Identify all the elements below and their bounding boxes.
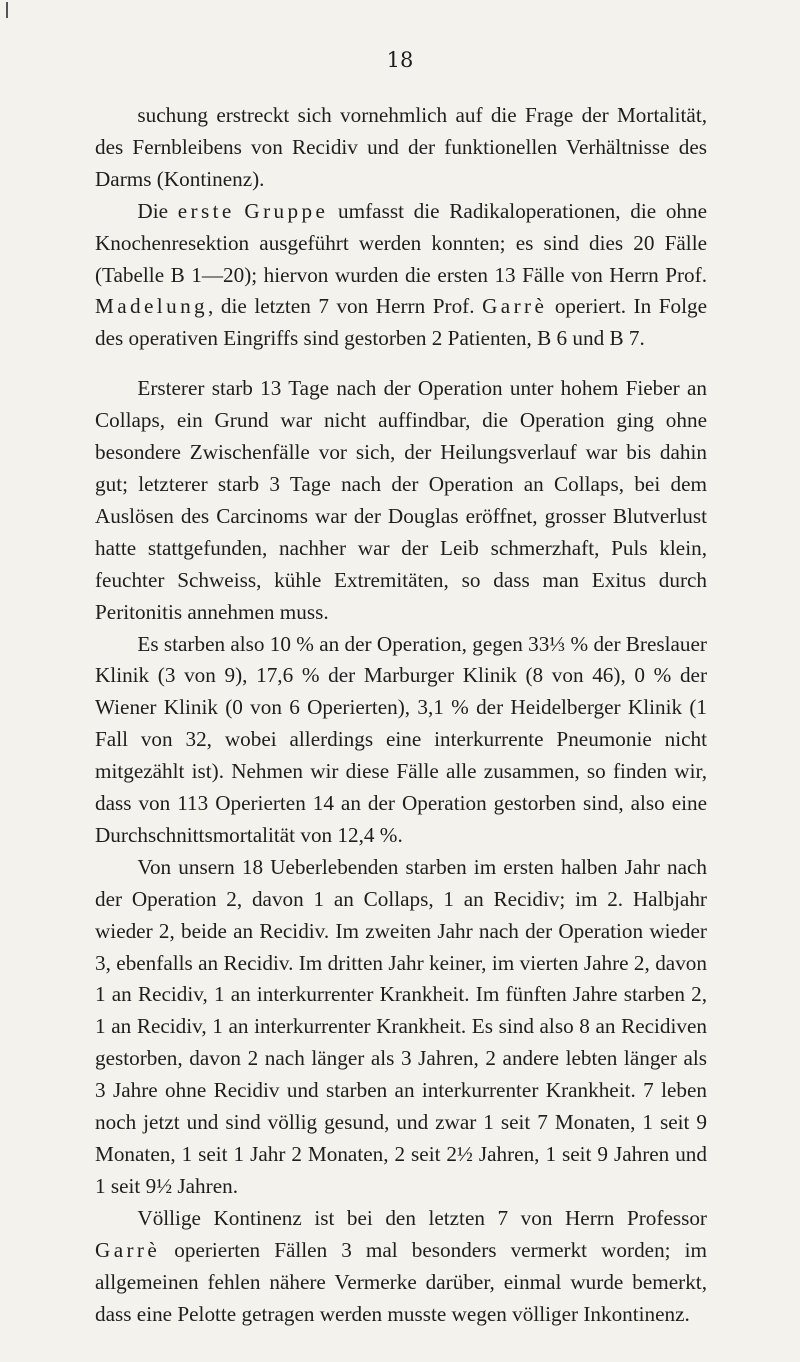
paragraph xyxy=(95,196,707,356)
paragraph xyxy=(95,1203,707,1331)
text-run: Völlige Kontinenz ist bei den letzten 7 von Herrn Professor xyxy=(137,1205,707,1230)
spaced-name: Madelung xyxy=(95,294,209,319)
margin-mark xyxy=(6,2,8,18)
spaced-name: erste xyxy=(177,198,235,223)
page-number: 18 xyxy=(386,48,414,72)
text-run: Von unsern 18 Ueberlebenden starben im ersten halben Jahr nach der Operation 2, davon 1 an Collaps, 1 an Recidiv; im 2. Halbjahr wieder 2, beide an Recidiv. Im zweiten Jahr nach der Operation wieder 3, ebenfalls an Recidiv. Im dritten Jahr keiner, im vierten Jahre 2, davon 1 an Recidiv, 1 an interkurrenter Krankheit. Im fünften Jahre starben 2, 1 an Recidiv, 1 an interkurrenter Krankheit. Es sind also 8 an Recidiven gestorben, davon 2 nach länger als 3 Jahren, 2 andere lebten länger als 3 Jahre ohne Recidiv und starben an interkurrenter Krankheit. 7 leben noch jetzt und sind völlig gesund, und zwar 1 seit 7 Monaten, 1 seit 9 Monaten, 1 seit 1 Jahr 2 Monaten, 2 seit 2½ Jahren, 1 seit 9 Jahren und 1 seit 9½ Jahren. xyxy=(95,854,707,1198)
spaced-name: Gruppe xyxy=(244,198,329,223)
spaced-name: Garrè xyxy=(95,1237,161,1262)
text-run: Ersterer starb 13 Tage nach der Operation unter hohem Fieber an Collaps, ein Grund war nicht auffindbar, die Operation ging ohne besondere Zwischenfälle vor sich, der Heilungsverlauf war bis dahin gut; letzterer starb 3 Tage nach der Operation an Collaps, bei dem Auslösen des Carcinoms war der Douglas eröffnet, grosser Blutverlust hatte stattgefunden, nachher war der Leib schmerzhaft, Puls klein, feuchter Schweiss, kühle Extremitäten, so dass man Exitus durch Peritonitis annehmen muss. xyxy=(95,376,707,624)
text-run: operiert. In Folge des operativen Eingriffs sind gestorben 2 Patienten, B 6 und B 7. xyxy=(95,294,708,351)
text-run: Die xyxy=(137,198,178,223)
text-run: suchung erstreckt sich vornehmlich auf die Frage der Mortalität, des Fernbleibens von Recidiv und der funktionellen Verhältnisse des Darms (Kontinenz). xyxy=(95,103,707,191)
spaced-name: Garrè xyxy=(482,294,548,319)
paragraph xyxy=(95,373,707,628)
paragraph xyxy=(95,629,707,852)
body-text xyxy=(95,100,707,1330)
text-run: Es starben also 10 % an der Operation, gegen 33⅓ % der Breslauer Klinik (3 von 9), 17,6 % der Marburger Klinik (8 von 46), 0 % der Wiener Klinik (0 von 6 Operierten), 3,1 % der Heidelberger Klinik (1 Fall von 32, wobei allerdings eine interkurrente Pneumonie nicht mitgezählt ist). Nehmen wir diese Fälle alle zusammen, so finden wir, dass von 113 Operierten 14 an der Operation gestorben sind, also eine Durchschnittsmortalität von 12,4 %. xyxy=(95,631,707,847)
paragraph xyxy=(95,852,707,1203)
text-run: , die letzten 7 von Herrn Prof. xyxy=(208,294,483,319)
text-run: umfasst die Radikaloperationen, die ohne Knochenresektion ausgeführt werden konnten; es sind dies 20 Fälle (Tabelle B 1—20); hiervon wurden die ersten 13 Fälle von Herrn Prof. xyxy=(95,198,708,287)
text-run xyxy=(235,199,245,223)
text-run: operierten Fällen 3 mal besonders vermerkt worden; im allgemeinen fehlen nähere Vermerke darüber, einmal wurde bemerkt, dass eine Pelotte getragen werden musste wegen völliger Inkontinenz. xyxy=(95,1237,707,1326)
paragraph xyxy=(95,100,707,196)
